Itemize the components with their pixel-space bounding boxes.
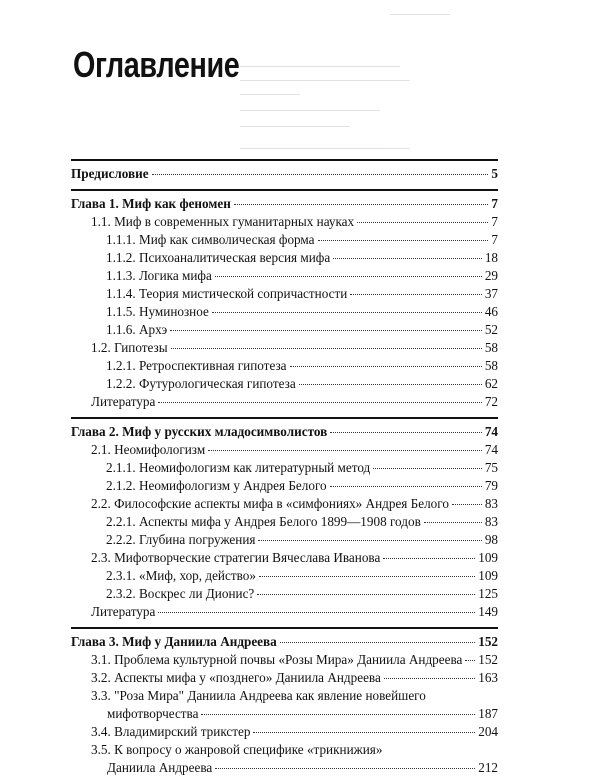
toc-entry[interactable]	[71, 723, 498, 741]
toc-entry[interactable]	[71, 549, 498, 567]
toc-entry[interactable]	[71, 567, 498, 585]
leader-dots	[212, 312, 482, 313]
toc-entry-label: 3.3. "Роза Мира" Даниила Андреева как явление новейшего	[91, 688, 426, 703]
toc-entry[interactable]	[71, 459, 498, 477]
leader-dots	[253, 732, 475, 733]
toc-entry-label: 2.3. Мифотворческие стратегии Вячеслава Иванова	[91, 550, 381, 565]
toc-entry-label: Глава 2. Миф у русских младосимволистов	[71, 424, 328, 439]
toc-entry[interactable]	[71, 531, 498, 549]
toc-entry[interactable]	[71, 231, 498, 249]
toc-entry-label: Литература	[91, 604, 156, 619]
toc-entry[interactable]	[71, 423, 498, 441]
toc-entry-label: 1.2.1. Ретроспективная гипотеза	[106, 358, 287, 373]
leader-dots	[201, 714, 475, 715]
toc-entry-page: 75	[484, 460, 498, 475]
toc-entry-label-continued: мифотворчества	[107, 706, 199, 721]
toc-entry-page: 83	[484, 514, 498, 529]
leader-dots	[384, 678, 475, 679]
toc-entry[interactable]	[71, 249, 498, 267]
section-divider	[71, 627, 498, 629]
toc-entry[interactable]	[71, 285, 498, 303]
leader-dots	[318, 240, 489, 241]
toc-entry[interactable]	[71, 165, 498, 183]
toc-entry-page: 152	[478, 652, 498, 667]
toc-entry-page: 58	[484, 340, 498, 355]
leader-dots	[257, 594, 475, 595]
toc-entry-label: 2.3.2. Воскрес ли Дионис?	[106, 586, 255, 601]
leader-dots	[258, 540, 481, 541]
toc-entry-label: 1.2. Гипотезы	[91, 340, 168, 355]
leader-dots	[234, 204, 489, 205]
toc-entry-page: 83	[484, 496, 498, 511]
toc-entry[interactable]	[71, 687, 498, 723]
toc-entry-label: Предисловие	[71, 166, 149, 181]
toc-entry[interactable]	[71, 213, 498, 231]
leader-dots	[158, 402, 481, 403]
toc-entry[interactable]	[71, 339, 498, 357]
toc-entry-label: 2.1.2. Неомифологизм у Андрея Белого	[106, 478, 327, 493]
toc-entry-label: 3.5. К вопросу о жанровой специфике «трикнижия»	[91, 742, 383, 757]
toc-entry[interactable]	[71, 477, 498, 495]
leader-dots	[259, 576, 475, 577]
toc-entry-page: 7	[491, 196, 498, 211]
toc-entry[interactable]	[71, 669, 498, 687]
leader-dots	[152, 174, 489, 175]
toc-entry-page: 74	[484, 442, 498, 457]
section-divider	[71, 159, 498, 161]
toc-entry-label: 3.2. Аспекты мифа у «позднего» Даниила Андреева	[91, 670, 381, 685]
toc-entry-page: 18	[484, 250, 498, 265]
toc-entry-page: 46	[484, 304, 498, 319]
leader-dots	[170, 330, 482, 331]
toc-entry-label: 1.1.4. Теория мистической сопричастности	[106, 286, 348, 301]
toc-entry-page: 79	[484, 478, 498, 493]
table-of-contents	[71, 153, 498, 777]
toc-entry-label: 1.1.2. Психоаналитическая версия мифа	[106, 250, 331, 265]
leader-dots	[452, 504, 482, 505]
toc-entry-label: 2.2.2. Глубина погружения	[106, 532, 256, 547]
toc-entry-page: 152	[478, 634, 498, 649]
toc-entry-page: 109	[478, 568, 498, 583]
section-divider	[71, 189, 498, 191]
toc-entry-label: 2.1.1. Неомифологизм как литературный метод	[106, 460, 371, 475]
leader-dots	[299, 384, 482, 385]
toc-entry-label: Глава 3. Миф у Даниила Андреева	[71, 634, 277, 649]
leader-dots	[465, 660, 475, 661]
toc-entry-label: Глава 1. Миф как феномен	[71, 196, 231, 211]
toc-entry-page: 29	[484, 268, 498, 283]
toc-entry-page: 52	[484, 322, 498, 337]
toc-entry[interactable]	[71, 393, 498, 411]
toc-entry-page: 163	[478, 670, 498, 685]
toc-entry-label: 2.1. Неомифологизм	[91, 442, 206, 457]
leader-dots	[330, 486, 482, 487]
toc-entry-label: 1.2.2. Футурологическая гипотеза	[106, 376, 296, 391]
toc-entry[interactable]	[71, 375, 498, 393]
leader-dots	[350, 294, 481, 295]
toc-entry[interactable]	[71, 495, 498, 513]
page-title: Оглавление	[73, 44, 240, 85]
toc-entry-label: 2.2.1. Аспекты мифа у Андрея Белого 1899—1908 годов	[106, 514, 421, 529]
toc-entry-page: 62	[484, 376, 498, 391]
section-divider	[71, 417, 498, 419]
leader-dots	[333, 258, 482, 259]
toc-entry-page: 125	[478, 586, 498, 601]
bleed-through-text	[240, 6, 580, 156]
toc-entry[interactable]	[71, 357, 498, 375]
leader-dots	[357, 222, 488, 223]
toc-entry[interactable]	[71, 513, 498, 531]
toc-entry[interactable]	[71, 633, 498, 651]
toc-entry-label: 1.1. Миф в современных гуманитарных науках	[91, 214, 355, 229]
toc-entry-label: 2.2. Философские аспекты мифа в «симфониях» Андрея Белого	[91, 496, 449, 511]
toc-entry-page: 98	[484, 532, 498, 547]
toc-entry-label: 1.1.1. Миф как символическая форма	[106, 232, 315, 247]
toc-entry[interactable]	[71, 195, 498, 213]
toc-entry-page: 58	[484, 358, 498, 373]
leader-dots	[215, 768, 475, 769]
toc-entry-page: 149	[478, 604, 498, 619]
toc-entry[interactable]	[71, 267, 498, 285]
toc-entry-label-continued: Даниила Андреева	[107, 760, 213, 775]
toc-entry-page: 37	[484, 286, 498, 301]
toc-entry[interactable]	[71, 441, 498, 459]
toc-entry[interactable]	[71, 303, 498, 321]
toc-entry[interactable]	[71, 651, 498, 669]
toc-entry-label: 3.1. Проблема культурной почвы «Розы Мира» Даниила Андреева	[91, 652, 463, 667]
toc-entry-page: 7	[491, 232, 498, 247]
toc-entry-label: 2.3.1. «Миф, хор, действо»	[106, 568, 256, 583]
toc-entry[interactable]	[71, 321, 498, 339]
toc-entry-label: 1.1.5. Нуминозное	[106, 304, 209, 319]
toc-entry-page: 72	[484, 394, 498, 409]
leader-dots	[158, 612, 475, 613]
toc-entry-page: 5	[491, 166, 498, 181]
leader-dots	[208, 450, 482, 451]
leader-dots	[171, 348, 482, 349]
toc-entry-label: Литература	[91, 394, 156, 409]
toc-entry-page: 204	[478, 724, 498, 739]
leader-dots	[215, 276, 482, 277]
leader-dots	[280, 642, 475, 643]
toc-entry-page: 74	[484, 424, 498, 439]
leader-dots	[290, 366, 482, 367]
toc-entry-page: 109	[478, 550, 498, 565]
toc-entry-label: 1.1.6. Архэ	[106, 322, 168, 337]
toc-entry[interactable]	[71, 741, 498, 777]
toc-entry-label: 1.1.3. Логика мифа	[106, 268, 212, 283]
toc-entry-label: 3.4. Владимирский трикстер	[91, 724, 251, 739]
leader-dots	[373, 468, 482, 469]
toc-entry[interactable]	[71, 585, 498, 603]
leader-dots	[330, 432, 482, 433]
toc-entry-page: 7	[491, 214, 498, 229]
leader-dots	[383, 558, 475, 559]
toc-entry[interactable]	[71, 603, 498, 621]
toc-entry-page: 187	[478, 706, 498, 721]
leader-dots	[424, 522, 482, 523]
toc-entry-page: 212	[478, 760, 498, 775]
